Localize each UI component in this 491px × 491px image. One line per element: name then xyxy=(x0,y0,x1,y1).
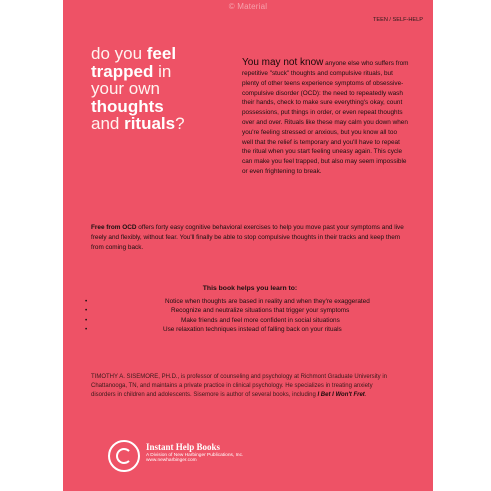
publisher-url: www.newharbinger.com xyxy=(146,458,197,463)
publisher-subtitle: A Division of New Harbinger Publications, Inc. xyxy=(146,453,244,458)
headline-line1: do you xyxy=(91,44,147,63)
headline-your-own: your own xyxy=(91,79,160,98)
intro-lead: You may not know xyxy=(242,57,324,68)
intro-body: anyone else who suffers from repetitive "stuck" thoughts and compulsive rituals, but plenty of other teens experience symptoms of obsessive-compulsive disorder (OCD): the need to repeatedly wash their hands, check to make sure everything's okay, count possessions, put things in order, or even repeat thoughts over and over. Rituals like these may calm you down when you're feeling stressed or anxious, but you know all too well that the relief is temporary and you'll have to repeat the ritual when you start feeling uneasy again. This cycle can make you feel trapped, but also may seem impossible or even frightening to break. xyxy=(242,60,409,175)
benefit-item: • Make friends and feel more confident in social situations xyxy=(91,316,409,326)
watermark-text: © Material xyxy=(228,2,268,11)
benefit-item: • Notice when thoughts are based in reality and when they're exaggerated xyxy=(91,297,409,307)
headline-rituals: rituals xyxy=(124,114,176,133)
benefit-item: • Use relaxation techniques instead of falling back on your rituals xyxy=(91,325,409,335)
intro-paragraph xyxy=(91,57,409,177)
publisher-block xyxy=(146,442,243,463)
headline-feel: feel xyxy=(146,44,177,63)
author-bio xyxy=(91,373,391,400)
benefits-list xyxy=(91,297,409,335)
author-book-title: I Bet I Won't Fret xyxy=(317,392,365,398)
book-back-cover xyxy=(63,0,433,491)
author-bio-text: TIMOTHY A. SISEMORE, PH.D., is professor of counseling and psychology at Richmont Graduate University in Chattanooga, TN, and maintains a private practice in clinical psychology. He specializes in treating anxiety disorders in children and adolescents. Sisemore is author of several books, including xyxy=(91,374,388,398)
benefit-item: • Recognize and neutralize situations that trigger your symptoms xyxy=(91,306,409,316)
headline-question-mark: ? xyxy=(175,114,185,133)
description-body: offers forty easy cognitive behavioral exercises to help you move past your symptoms and live freely and flexibly, without fear. You'll finally be able to stop compulsive thoughts in their tracks and keep them from coming back. xyxy=(91,224,404,251)
book-title-inline: Free from OCD xyxy=(91,224,137,231)
publisher-logo-icon xyxy=(108,440,140,472)
category-label: TEEN / SELF-HELP xyxy=(372,17,423,23)
headline-trapped: trapped xyxy=(91,61,154,81)
headline-and: and xyxy=(91,114,125,133)
publisher-name: Instant Help Books xyxy=(146,442,221,452)
headline-in: in xyxy=(153,61,172,81)
description-paragraph xyxy=(91,223,409,252)
benefits-section xyxy=(91,284,409,335)
headline-thoughts: thoughts xyxy=(91,96,164,116)
benefits-title: This book helps you learn to: xyxy=(202,285,298,292)
author-bio-end: . xyxy=(364,392,367,398)
